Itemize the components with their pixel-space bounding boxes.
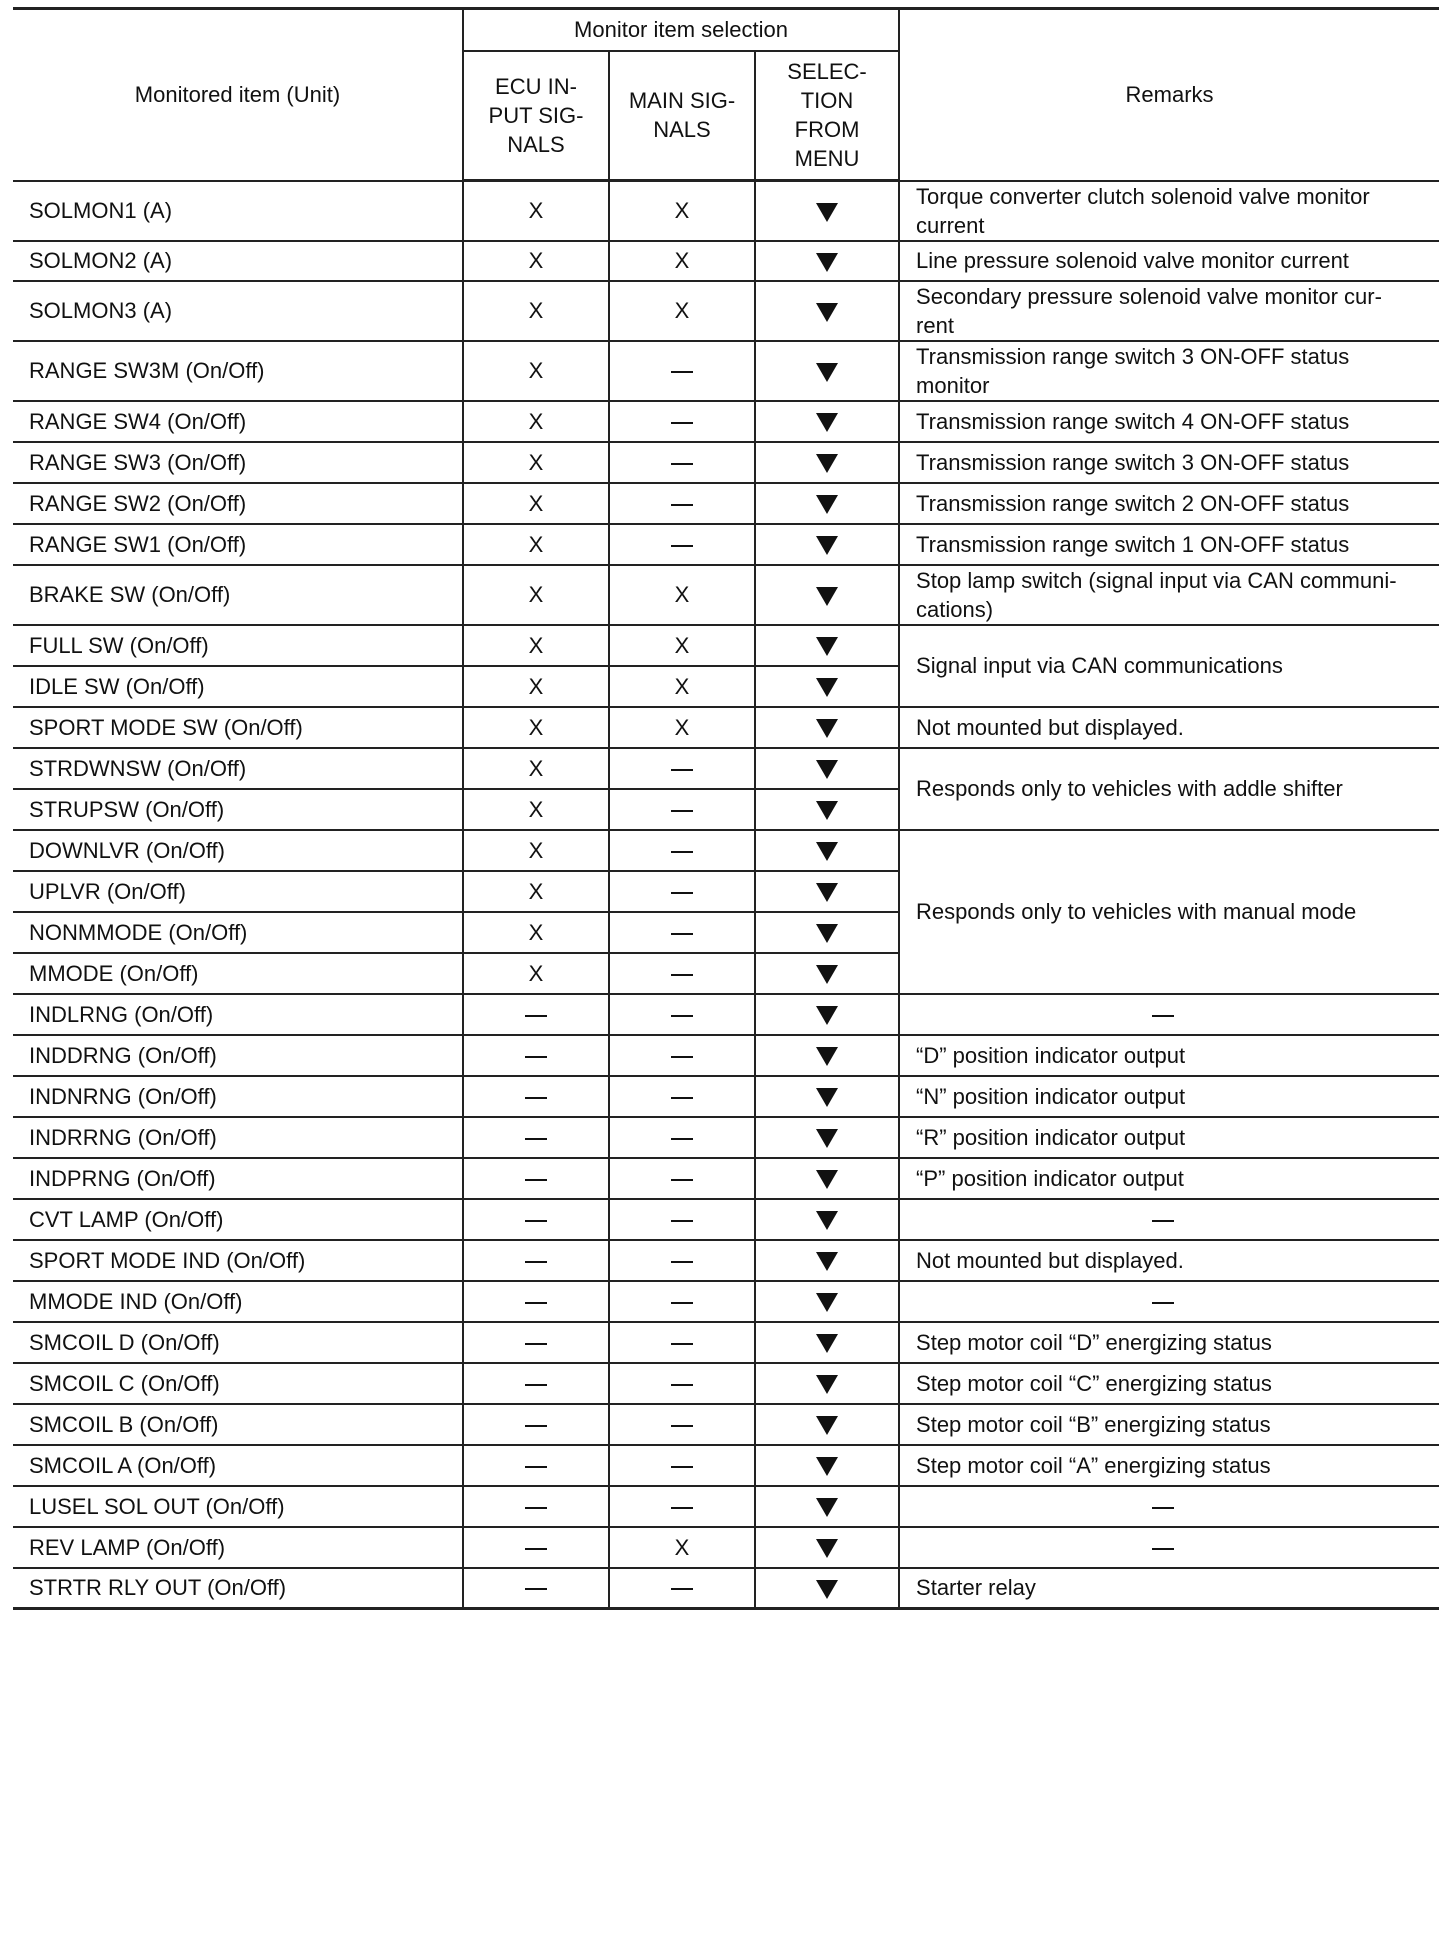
ecu-input-signals-cell xyxy=(463,748,609,789)
monitored-item-cell: NONMMODE (On/Off) xyxy=(13,912,463,953)
dash-mark xyxy=(525,1343,547,1345)
monitored-item-cell: RANGE SW1 (On/Off) xyxy=(13,524,463,565)
header-main-signals: MAIN SIG- NALS xyxy=(609,51,755,181)
selection-from-menu-cell xyxy=(755,748,899,789)
monitored-item-cell: INDLRNG (On/Off) xyxy=(13,994,463,1035)
main-signals-cell xyxy=(609,953,755,994)
table-row xyxy=(13,625,1439,666)
menu-selection-triangle-icon xyxy=(816,1580,838,1599)
dash-mark xyxy=(671,371,693,373)
menu-selection-triangle-icon xyxy=(816,719,838,738)
selection-from-menu-cell xyxy=(755,625,899,666)
monitored-item-cell: MMODE IND (On/Off) xyxy=(13,1281,463,1322)
selection-from-menu-cell xyxy=(755,707,899,748)
ecu-input-signals-cell xyxy=(463,1568,609,1609)
remarks-cell: “P” position indicator output xyxy=(899,1158,1439,1199)
ecu-input-signals-cell xyxy=(463,1527,609,1568)
menu-selection-triangle-icon xyxy=(816,303,838,322)
menu-selection-triangle-icon xyxy=(816,1088,838,1107)
monitored-item-cell: MMODE (On/Off) xyxy=(13,953,463,994)
x-mark: X xyxy=(528,198,544,224)
menu-selection-triangle-icon xyxy=(816,203,838,222)
menu-selection-triangle-icon xyxy=(816,1129,838,1148)
table-row xyxy=(13,483,1439,524)
dash-mark xyxy=(525,1384,547,1386)
monitored-item-cell: UPLVR (On/Off) xyxy=(13,871,463,912)
monitored-item-cell: IDLE SW (On/Off) xyxy=(13,666,463,707)
table-row xyxy=(13,1035,1439,1076)
monitored-item-cell: SMCOIL B (On/Off) xyxy=(13,1404,463,1445)
table-row xyxy=(13,281,1439,341)
selection-from-menu-cell xyxy=(755,1568,899,1609)
main-signals-cell xyxy=(609,401,755,442)
monitored-item-cell: SPORT MODE IND (On/Off) xyxy=(13,1240,463,1281)
main-signals-cell xyxy=(609,1568,755,1609)
table-row xyxy=(13,1158,1439,1199)
dash-mark xyxy=(671,1302,693,1304)
remarks-cell: Step motor coil “B” energizing status xyxy=(899,1404,1439,1445)
menu-selection-triangle-icon xyxy=(816,842,838,861)
dash-mark xyxy=(525,1138,547,1140)
table-row xyxy=(13,707,1439,748)
dash-mark xyxy=(671,1343,693,1345)
table-row xyxy=(13,994,1439,1035)
menu-selection-triangle-icon xyxy=(816,1375,838,1394)
main-signals-cell xyxy=(609,181,755,241)
selection-from-menu-cell xyxy=(755,1404,899,1445)
ecu-input-signals-cell xyxy=(463,442,609,483)
menu-selection-triangle-icon xyxy=(816,1252,838,1271)
monitored-item-cell: INDPRNG (On/Off) xyxy=(13,1158,463,1199)
monitored-item-cell: STRUPSW (On/Off) xyxy=(13,789,463,830)
header-selection-from-menu: SELEC- TION FROM MENU xyxy=(755,51,899,181)
ecu-input-signals-cell xyxy=(463,1404,609,1445)
selection-from-menu-cell xyxy=(755,281,899,341)
remarks-cell xyxy=(899,1527,1439,1568)
menu-selection-triangle-icon xyxy=(816,637,838,656)
selection-from-menu-cell xyxy=(755,1486,899,1527)
table-row xyxy=(13,1076,1439,1117)
ecu-input-signals-cell xyxy=(463,789,609,830)
x-mark: X xyxy=(528,796,544,822)
header-monitored-item: Monitored item (Unit) xyxy=(13,9,463,181)
main-signals-cell xyxy=(609,1240,755,1281)
table-row xyxy=(13,401,1439,442)
monitored-item-cell: INDRRNG (On/Off) xyxy=(13,1117,463,1158)
menu-selection-triangle-icon xyxy=(816,760,838,779)
main-signals-cell xyxy=(609,1486,755,1527)
dash-mark xyxy=(671,974,693,976)
table-row xyxy=(13,241,1439,281)
main-signals-cell xyxy=(609,1527,755,1568)
remarks-cell: Responds only to vehicles with manual mode xyxy=(899,830,1439,994)
dash-mark xyxy=(671,1261,693,1263)
dash-mark xyxy=(671,1425,693,1427)
ecu-input-signals-cell xyxy=(463,1281,609,1322)
dash-mark xyxy=(525,1425,547,1427)
main-signals-cell xyxy=(609,241,755,281)
ecu-input-signals-cell xyxy=(463,483,609,524)
dash-mark xyxy=(671,851,693,853)
main-signals-cell xyxy=(609,1035,755,1076)
x-mark: X xyxy=(528,837,544,863)
monitored-item-cell: INDNRNG (On/Off) xyxy=(13,1076,463,1117)
dash-mark xyxy=(525,1220,547,1222)
main-signals-cell xyxy=(609,871,755,912)
menu-selection-triangle-icon xyxy=(816,1047,838,1066)
monitored-item-cell: RANGE SW3M (On/Off) xyxy=(13,341,463,401)
x-mark: X xyxy=(528,531,544,557)
monitored-item-cell: SOLMON1 (A) xyxy=(13,181,463,241)
dash-mark xyxy=(671,1138,693,1140)
remarks-cell: Step motor coil “D” energizing status xyxy=(899,1322,1439,1363)
dash-mark xyxy=(671,1220,693,1222)
x-mark: X xyxy=(528,755,544,781)
monitored-item-cell: FULL SW (On/Off) xyxy=(13,625,463,666)
selection-from-menu-cell xyxy=(755,666,899,707)
dash-mark xyxy=(671,1097,693,1099)
main-signals-cell xyxy=(609,666,755,707)
menu-selection-triangle-icon xyxy=(816,1539,838,1558)
selection-from-menu-cell xyxy=(755,1199,899,1240)
header-monitor-item-selection: Monitor item selection xyxy=(463,9,899,51)
table-row xyxy=(13,1281,1439,1322)
x-mark: X xyxy=(674,248,690,273)
dash-mark xyxy=(1152,1548,1174,1550)
selection-from-menu-cell xyxy=(755,912,899,953)
dash-mark xyxy=(671,1015,693,1017)
table-row xyxy=(13,1527,1439,1568)
ecu-input-signals-cell xyxy=(463,1117,609,1158)
menu-selection-triangle-icon xyxy=(816,253,838,272)
main-signals-cell xyxy=(609,912,755,953)
ecu-input-signals-cell xyxy=(463,830,609,871)
dash-mark xyxy=(671,810,693,812)
main-signals-cell xyxy=(609,830,755,871)
menu-selection-triangle-icon xyxy=(816,883,838,902)
x-mark: X xyxy=(674,198,690,224)
x-mark: X xyxy=(528,960,544,986)
dash-mark xyxy=(671,545,693,547)
selection-from-menu-cell xyxy=(755,442,899,483)
selection-from-menu-cell xyxy=(755,483,899,524)
main-signals-cell xyxy=(609,1199,755,1240)
menu-selection-triangle-icon xyxy=(816,1170,838,1189)
monitored-item-cell: REV LAMP (On/Off) xyxy=(13,1527,463,1568)
x-mark: X xyxy=(528,248,544,273)
remarks-cell: Not mounted but displayed. xyxy=(899,707,1439,748)
ecu-input-signals-cell xyxy=(463,1322,609,1363)
main-signals-cell xyxy=(609,442,755,483)
main-signals-cell xyxy=(609,789,755,830)
main-signals-cell xyxy=(609,748,755,789)
dash-mark xyxy=(1152,1302,1174,1304)
table-row xyxy=(13,524,1439,565)
dash-mark xyxy=(671,463,693,465)
dash-mark xyxy=(525,1261,547,1263)
dash-mark xyxy=(671,1588,693,1590)
selection-from-menu-cell xyxy=(755,1527,899,1568)
dash-mark xyxy=(671,892,693,894)
x-mark: X xyxy=(674,582,690,607)
remarks-cell: Transmission range switch 1 ON-OFF status xyxy=(899,524,1439,565)
x-mark: X xyxy=(674,1534,690,1560)
remarks-cell: Starter relay xyxy=(899,1568,1439,1609)
main-signals-cell xyxy=(609,625,755,666)
remarks-cell: Transmission range switch 3 ON-OFF status xyxy=(899,442,1439,483)
x-mark: X xyxy=(674,632,690,658)
dash-mark xyxy=(671,1056,693,1058)
dash-mark xyxy=(1152,1015,1174,1017)
selection-from-menu-cell xyxy=(755,953,899,994)
menu-selection-triangle-icon xyxy=(816,1334,838,1353)
selection-from-menu-cell xyxy=(755,1158,899,1199)
table-row xyxy=(13,1117,1439,1158)
ecu-input-signals-cell xyxy=(463,1486,609,1527)
monitored-item-cell: RANGE SW4 (On/Off) xyxy=(13,401,463,442)
x-mark: X xyxy=(528,673,544,699)
table-row xyxy=(13,1568,1439,1609)
ecu-input-signals-cell xyxy=(463,1158,609,1199)
selection-from-menu-cell xyxy=(755,341,899,401)
dash-mark xyxy=(1152,1507,1174,1509)
dash-mark xyxy=(525,1097,547,1099)
main-signals-cell xyxy=(609,994,755,1035)
dash-mark xyxy=(525,1015,547,1017)
ecu-input-signals-cell xyxy=(463,281,609,341)
main-signals-cell xyxy=(609,1076,755,1117)
ecu-input-signals-cell xyxy=(463,625,609,666)
main-signals-cell xyxy=(609,1117,755,1158)
table-row xyxy=(13,341,1439,401)
monitored-item-cell: SOLMON2 (A) xyxy=(13,241,463,281)
x-mark: X xyxy=(528,298,544,323)
ecu-input-signals-cell xyxy=(463,912,609,953)
selection-from-menu-cell xyxy=(755,565,899,625)
monitored-item-cell: INDDRNG (On/Off) xyxy=(13,1035,463,1076)
dash-mark xyxy=(525,1302,547,1304)
selection-from-menu-cell xyxy=(755,241,899,281)
selection-from-menu-cell xyxy=(755,1281,899,1322)
x-mark: X xyxy=(528,919,544,945)
selection-from-menu-cell xyxy=(755,1117,899,1158)
main-signals-cell xyxy=(609,341,755,401)
remarks-cell: Responds only to vehicles with addle shifter xyxy=(899,748,1439,830)
remarks-cell: Transmission range switch 2 ON-OFF status xyxy=(899,483,1439,524)
menu-selection-triangle-icon xyxy=(816,1457,838,1476)
menu-selection-triangle-icon xyxy=(816,1211,838,1230)
dash-mark xyxy=(525,1588,547,1590)
remarks-cell: Line pressure solenoid valve monitor current xyxy=(899,241,1439,281)
ecu-input-signals-cell xyxy=(463,1076,609,1117)
dash-mark xyxy=(671,504,693,506)
ecu-input-signals-cell xyxy=(463,1035,609,1076)
table-row xyxy=(13,1363,1439,1404)
main-signals-cell xyxy=(609,1281,755,1322)
remarks-cell: Transmission range switch 4 ON-OFF status xyxy=(899,401,1439,442)
x-mark: X xyxy=(528,878,544,904)
table-row xyxy=(13,181,1439,241)
table-row xyxy=(13,1404,1439,1445)
monitor-item-table xyxy=(13,7,1439,1610)
x-mark: X xyxy=(528,358,544,383)
x-mark: X xyxy=(528,714,544,740)
ecu-input-signals-cell xyxy=(463,953,609,994)
monitored-item-cell: CVT LAMP (On/Off) xyxy=(13,1199,463,1240)
menu-selection-triangle-icon xyxy=(816,454,838,473)
remarks-cell: Stop lamp switch (signal input via CAN communi- cations) xyxy=(899,565,1439,625)
monitored-item-cell: STRDWNSW (On/Off) xyxy=(13,748,463,789)
menu-selection-triangle-icon xyxy=(816,1416,838,1435)
main-signals-cell xyxy=(609,1404,755,1445)
ecu-input-signals-cell xyxy=(463,707,609,748)
ecu-input-signals-cell xyxy=(463,181,609,241)
ecu-input-signals-cell xyxy=(463,994,609,1035)
selection-from-menu-cell xyxy=(755,1363,899,1404)
x-mark: X xyxy=(674,673,690,699)
main-signals-cell xyxy=(609,524,755,565)
monitored-item-cell: STRTR RLY OUT (On/Off) xyxy=(13,1568,463,1609)
main-signals-cell xyxy=(609,1363,755,1404)
main-signals-cell xyxy=(609,1445,755,1486)
selection-from-menu-cell xyxy=(755,524,899,565)
menu-selection-triangle-icon xyxy=(816,678,838,697)
dash-mark xyxy=(671,1507,693,1509)
dash-mark xyxy=(671,1466,693,1468)
remarks-cell: Signal input via CAN communications xyxy=(899,625,1439,707)
ecu-input-signals-cell xyxy=(463,524,609,565)
monitored-item-cell: SOLMON3 (A) xyxy=(13,281,463,341)
remarks-cell: “R” position indicator output xyxy=(899,1117,1439,1158)
remarks-cell: Torque converter clutch solenoid valve monitor current xyxy=(899,181,1439,241)
remarks-cell xyxy=(899,994,1439,1035)
menu-selection-triangle-icon xyxy=(816,363,838,382)
remarks-cell: Not mounted but displayed. xyxy=(899,1240,1439,1281)
table-row xyxy=(13,1240,1439,1281)
dash-mark xyxy=(671,422,693,424)
ecu-input-signals-cell xyxy=(463,1445,609,1486)
header-ecu-input-signals: ECU IN- PUT SIG- NALS xyxy=(463,51,609,181)
menu-selection-triangle-icon xyxy=(816,1006,838,1025)
dash-mark xyxy=(671,769,693,771)
table-row xyxy=(13,748,1439,789)
selection-from-menu-cell xyxy=(755,181,899,241)
dash-mark xyxy=(1152,1220,1174,1222)
header-remarks: Remarks xyxy=(899,9,1439,181)
selection-from-menu-cell xyxy=(755,1240,899,1281)
ecu-input-signals-cell xyxy=(463,565,609,625)
main-signals-cell xyxy=(609,1322,755,1363)
dash-mark xyxy=(671,1179,693,1181)
x-mark: X xyxy=(528,582,544,607)
ecu-input-signals-cell xyxy=(463,341,609,401)
monitored-item-cell: LUSEL SOL OUT (On/Off) xyxy=(13,1486,463,1527)
ecu-input-signals-cell xyxy=(463,871,609,912)
x-mark: X xyxy=(528,490,544,516)
main-signals-cell xyxy=(609,483,755,524)
menu-selection-triangle-icon xyxy=(816,495,838,514)
remarks-cell xyxy=(899,1199,1439,1240)
table-row xyxy=(13,442,1439,483)
dash-mark xyxy=(671,1384,693,1386)
dash-mark xyxy=(525,1466,547,1468)
menu-selection-triangle-icon xyxy=(816,587,838,606)
main-signals-cell xyxy=(609,1158,755,1199)
x-mark: X xyxy=(674,298,690,323)
monitored-item-cell: SMCOIL A (On/Off) xyxy=(13,1445,463,1486)
monitored-item-cell: RANGE SW2 (On/Off) xyxy=(13,483,463,524)
selection-from-menu-cell xyxy=(755,994,899,1035)
x-mark: X xyxy=(674,714,690,740)
main-signals-cell xyxy=(609,565,755,625)
ecu-input-signals-cell xyxy=(463,666,609,707)
monitored-item-cell: SMCOIL C (On/Off) xyxy=(13,1363,463,1404)
table-row xyxy=(13,1322,1439,1363)
monitored-item-cell: BRAKE SW (On/Off) xyxy=(13,565,463,625)
menu-selection-triangle-icon xyxy=(816,536,838,555)
remarks-cell: Step motor coil “A” energizing status xyxy=(899,1445,1439,1486)
dash-mark xyxy=(671,933,693,935)
dash-mark xyxy=(525,1056,547,1058)
remarks-cell: Step motor coil “C” energizing status xyxy=(899,1363,1439,1404)
selection-from-menu-cell xyxy=(755,789,899,830)
menu-selection-triangle-icon xyxy=(816,801,838,820)
monitored-item-cell: SPORT MODE SW (On/Off) xyxy=(13,707,463,748)
selection-from-menu-cell xyxy=(755,1445,899,1486)
selection-from-menu-cell xyxy=(755,1076,899,1117)
remarks-cell: “N” position indicator output xyxy=(899,1076,1439,1117)
dash-mark xyxy=(525,1179,547,1181)
selection-from-menu-cell xyxy=(755,401,899,442)
ecu-input-signals-cell xyxy=(463,1199,609,1240)
ecu-input-signals-cell xyxy=(463,401,609,442)
table-row xyxy=(13,1486,1439,1527)
ecu-input-signals-cell xyxy=(463,1240,609,1281)
monitored-item-cell: DOWNLVR (On/Off) xyxy=(13,830,463,871)
monitored-item-cell: RANGE SW3 (On/Off) xyxy=(13,442,463,483)
main-signals-cell xyxy=(609,281,755,341)
table-row xyxy=(13,830,1439,871)
menu-selection-triangle-icon xyxy=(816,965,838,984)
x-mark: X xyxy=(528,632,544,658)
selection-from-menu-cell xyxy=(755,1035,899,1076)
menu-selection-triangle-icon xyxy=(816,1498,838,1517)
menu-selection-triangle-icon xyxy=(816,1293,838,1312)
remarks-cell: “D” position indicator output xyxy=(899,1035,1439,1076)
remarks-cell: Transmission range switch 3 ON-OFF status monitor xyxy=(899,341,1439,401)
table-row xyxy=(13,1445,1439,1486)
x-mark: X xyxy=(528,449,544,475)
table-row xyxy=(13,1199,1439,1240)
monitored-item-cell: SMCOIL D (On/Off) xyxy=(13,1322,463,1363)
menu-selection-triangle-icon xyxy=(816,924,838,943)
dash-mark xyxy=(525,1548,547,1550)
remarks-cell xyxy=(899,1486,1439,1527)
ecu-input-signals-cell xyxy=(463,241,609,281)
dash-mark xyxy=(525,1507,547,1509)
remarks-cell: Secondary pressure solenoid valve monitor cur- rent xyxy=(899,281,1439,341)
table-row xyxy=(13,565,1439,625)
menu-selection-triangle-icon xyxy=(816,413,838,432)
selection-from-menu-cell xyxy=(755,830,899,871)
selection-from-menu-cell xyxy=(755,871,899,912)
remarks-cell xyxy=(899,1281,1439,1322)
main-signals-cell xyxy=(609,707,755,748)
selection-from-menu-cell xyxy=(755,1322,899,1363)
ecu-input-signals-cell xyxy=(463,1363,609,1404)
x-mark: X xyxy=(528,408,544,434)
